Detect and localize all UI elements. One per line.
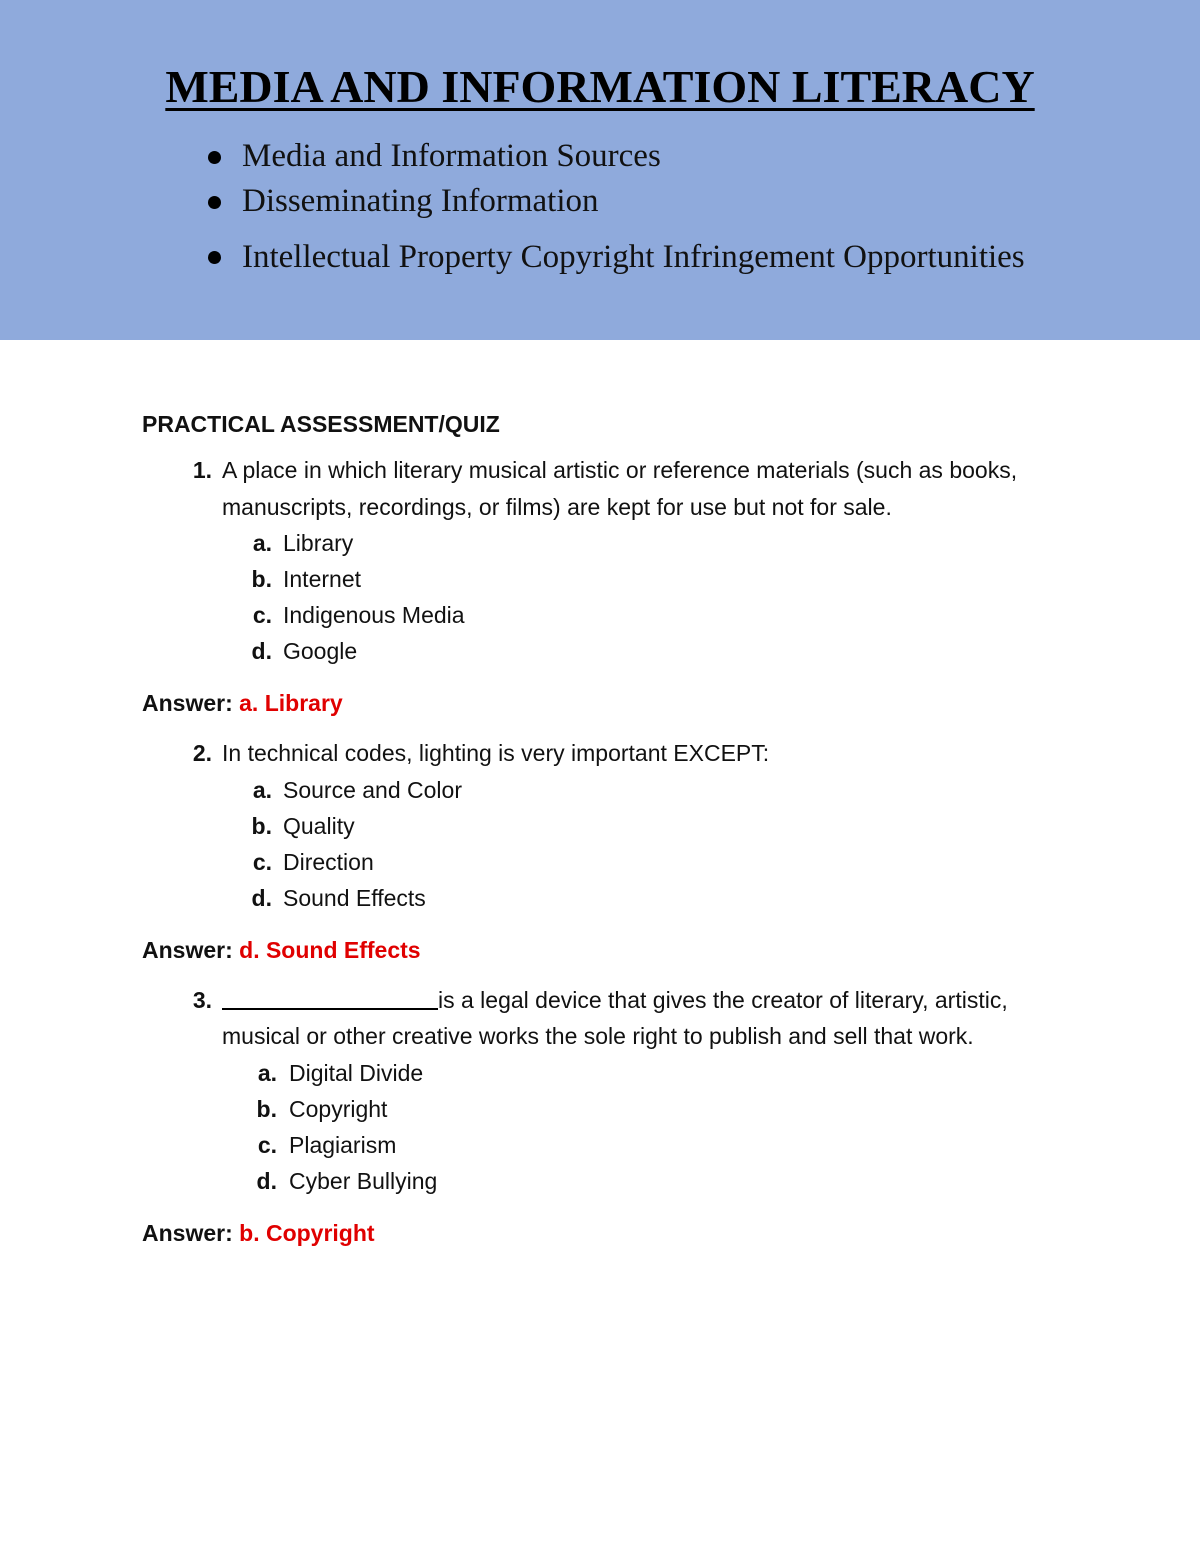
page-title: MEDIA AND INFORMATION LITERACY (165, 61, 1035, 112)
answer-line (142, 685, 1102, 721)
option-letter: c. (257, 1131, 277, 1158)
option-letter: d. (251, 638, 272, 664)
topic-list (200, 134, 1025, 290)
option-text: Google (283, 638, 358, 664)
option-letter: a. (257, 1059, 277, 1086)
fill-in-blank (222, 986, 438, 1010)
question-number: 1. (192, 457, 212, 483)
option-text: Plagiarism (289, 1131, 397, 1158)
answer-line (142, 1215, 1102, 1251)
option-letter: b. (251, 812, 272, 839)
topic-item: Media and Information Sources (200, 134, 1025, 179)
option-text: Sound Effects (283, 884, 426, 911)
option-text: Cyber Bullying (289, 1167, 438, 1194)
option-text: Direction (283, 848, 374, 875)
option-text: Library (283, 530, 354, 556)
question-2 (142, 735, 1102, 968)
option-item (142, 597, 1102, 633)
option-item (142, 772, 1102, 808)
answer-value: d. Sound Effects (239, 936, 421, 963)
option-letter: d. (251, 884, 272, 911)
option-item (142, 844, 1102, 880)
option-list (142, 1055, 1102, 1199)
option-item (142, 1127, 1102, 1163)
option-text: Internet (283, 566, 361, 592)
option-item (142, 808, 1102, 844)
option-text: Copyright (289, 1095, 388, 1122)
quiz-heading: PRACTICAL ASSESSMENT/QUIZ (142, 411, 500, 437)
answer-value: a. Library (239, 690, 343, 716)
option-item (142, 561, 1102, 597)
topic-item: Disseminating Information (200, 179, 1025, 224)
option-letter: b. (251, 566, 272, 592)
topic-item: Intellectual Property Copyright Infringement Opportunities (200, 224, 1025, 290)
option-item (142, 880, 1102, 916)
question-text-container (212, 982, 1052, 1055)
option-item (142, 633, 1102, 669)
header-banner (0, 0, 1200, 340)
question-number: 3. (192, 986, 212, 1013)
option-letter: b. (256, 1095, 277, 1122)
question-1 (142, 452, 1102, 721)
option-letter: c. (252, 602, 272, 628)
answer-line (142, 932, 1102, 968)
option-text: Quality (283, 812, 355, 839)
question-text: A place in which literary musical artistic or reference materials (such as books, manuscripts, recordings, or films) are kept for use but not for sale. (222, 457, 1018, 520)
option-letter: d. (256, 1167, 277, 1194)
option-list (142, 525, 1102, 669)
answer-label: Answer: (142, 936, 233, 963)
question-text: is a legal device that gives the creator of literary, artistic, musical or other creative works the sole right to publish and sell that work. (222, 986, 1008, 1049)
quiz-section (142, 400, 1102, 1265)
answer-value: b. Copyright (239, 1219, 375, 1246)
option-list (142, 772, 1102, 916)
question-text: In technical codes, lighting is very important EXCEPT: (222, 740, 770, 766)
option-item (142, 525, 1102, 561)
answer-label: Answer: (142, 1219, 233, 1246)
option-letter: c. (252, 848, 272, 875)
question-3 (142, 982, 1102, 1251)
option-text: Source and Color (283, 776, 462, 803)
option-letter: a. (252, 776, 272, 803)
option-text: Digital Divide (289, 1059, 424, 1086)
answer-label: Answer: (142, 690, 233, 716)
option-item (142, 1055, 1102, 1091)
question-number: 2. (192, 740, 212, 766)
option-letter: a. (252, 530, 272, 556)
option-item (142, 1163, 1102, 1199)
option-item (142, 1091, 1102, 1127)
option-text: Indigenous Media (283, 602, 465, 628)
